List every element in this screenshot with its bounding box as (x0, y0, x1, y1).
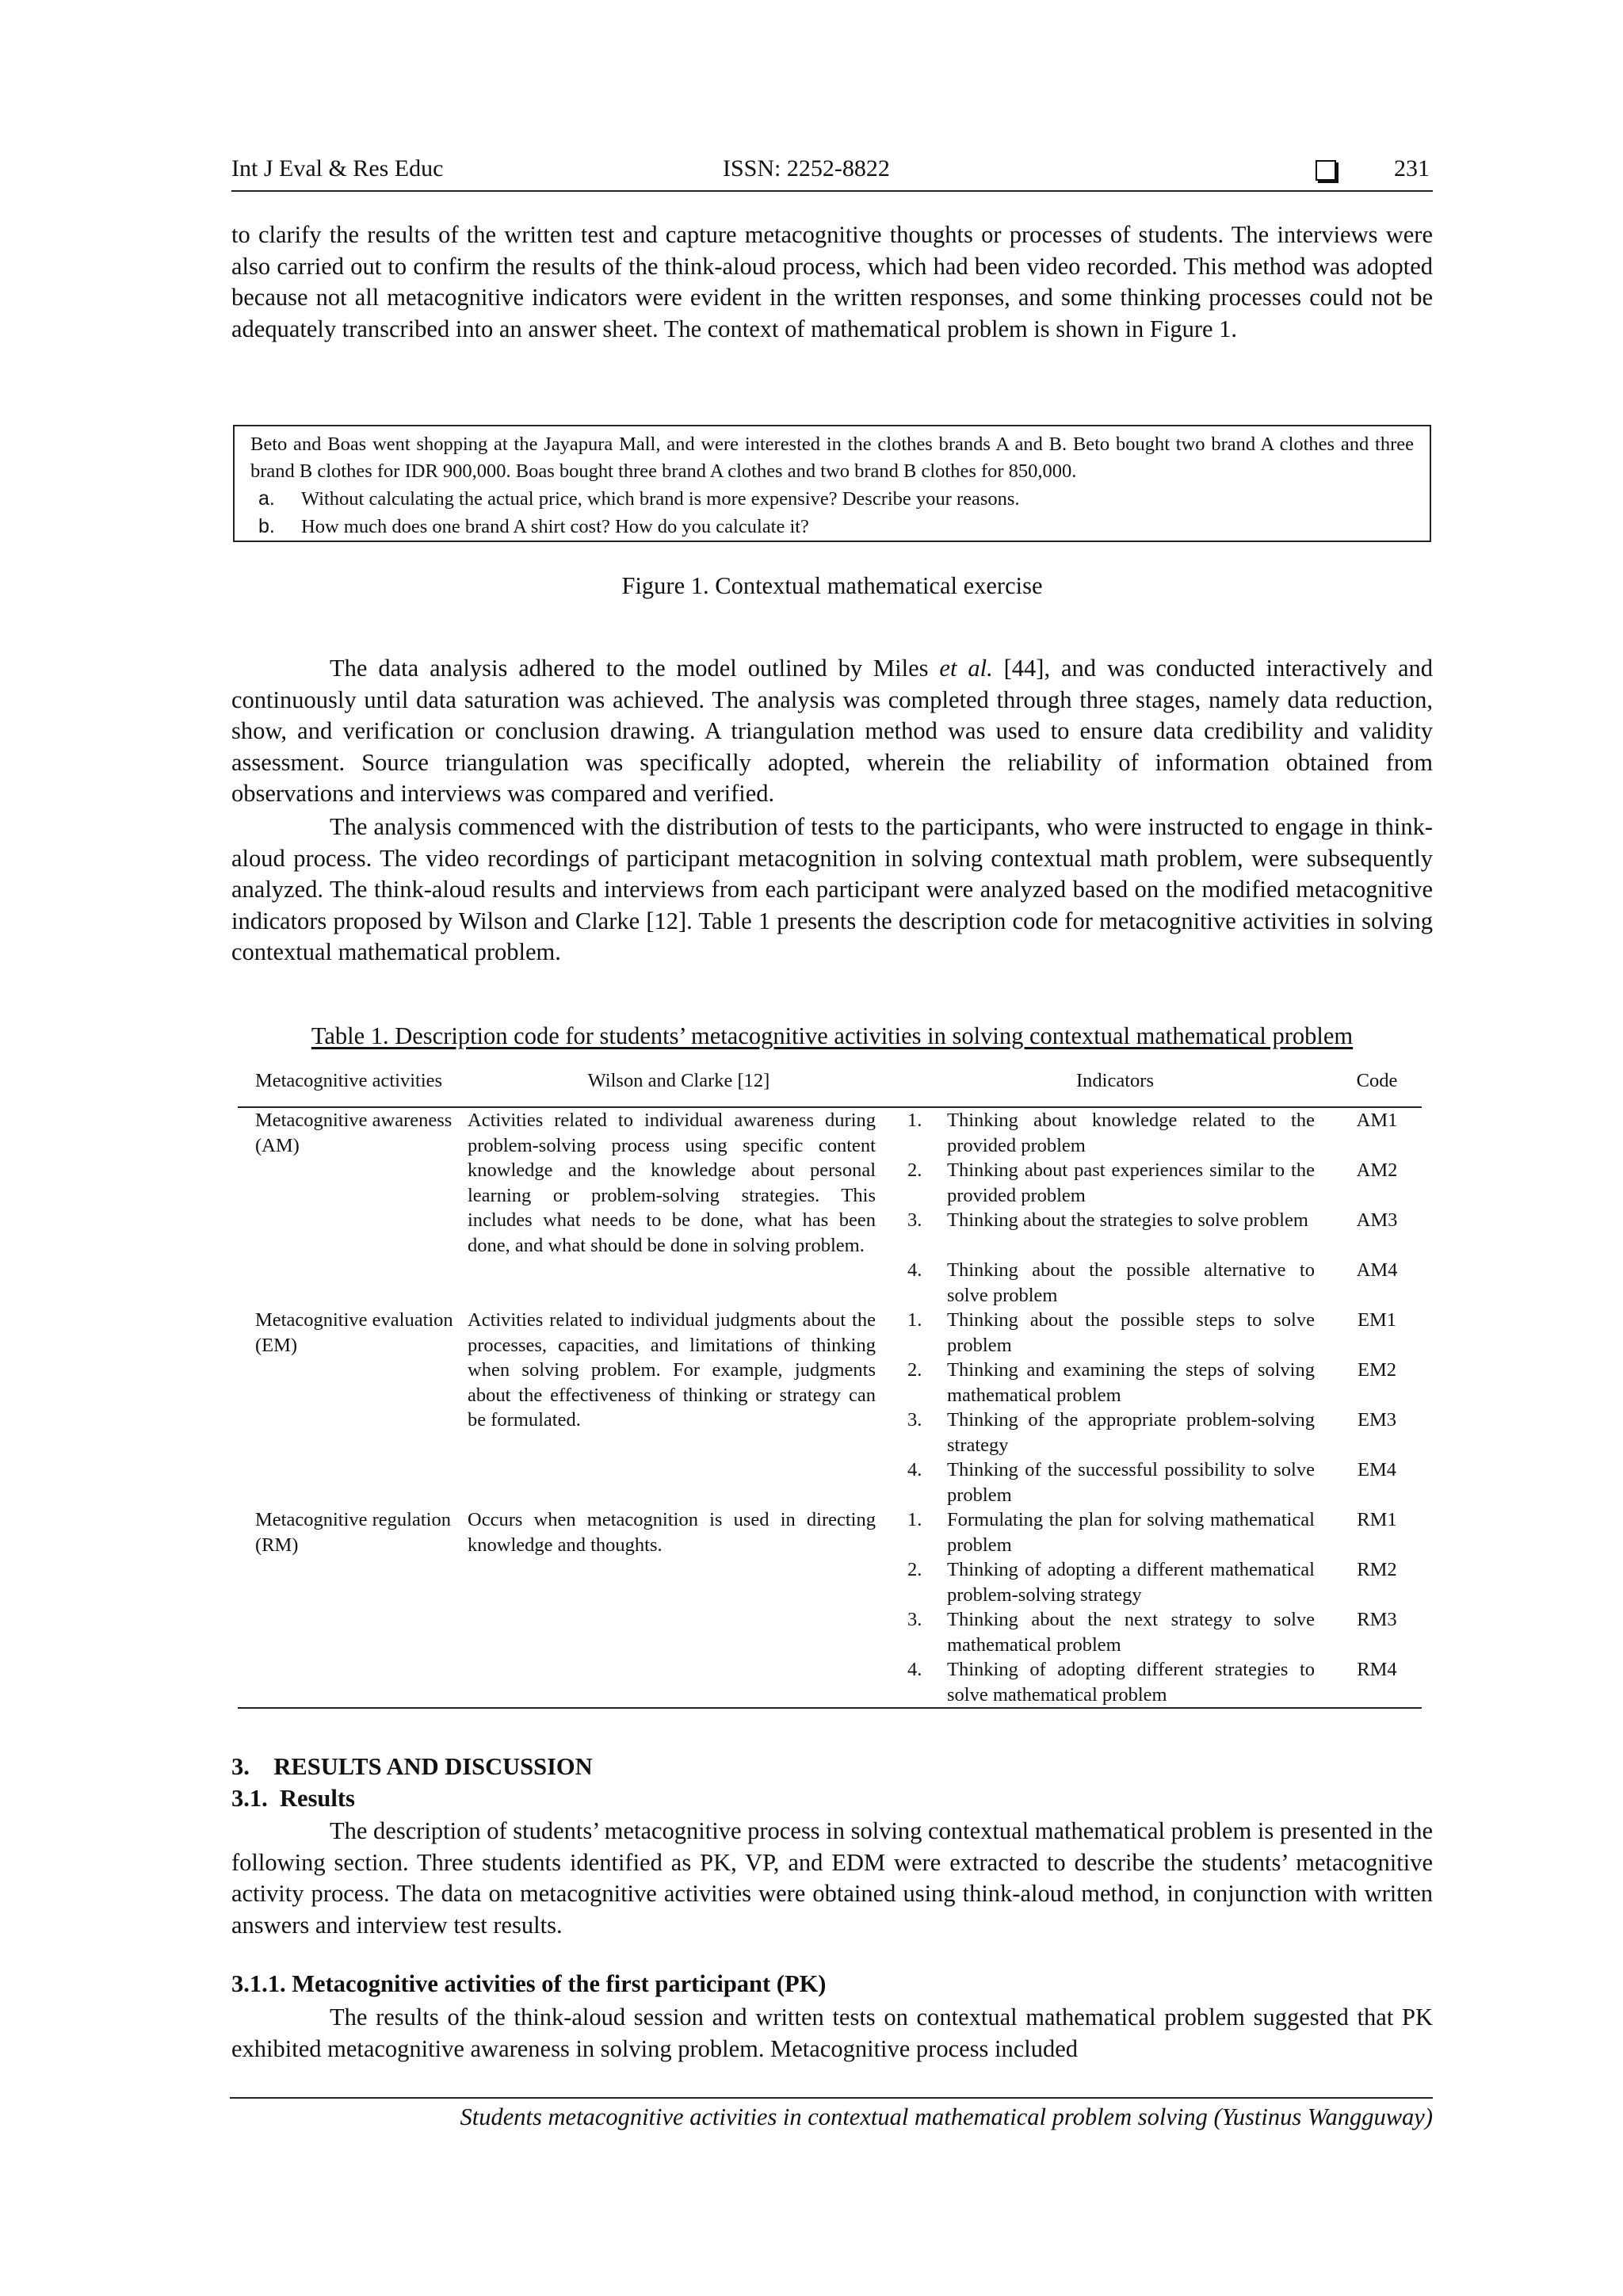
indicator-text: Formulating the plan for solving mathematical problem (947, 1509, 1315, 1556)
indicator-text: Thinking about past experiences similar to the provided problem (947, 1159, 1315, 1206)
section-heading: 3. RESULTS AND DISCUSSION (231, 1753, 593, 1780)
square-icon (1316, 160, 1336, 181)
indicator-number: 2. (907, 1559, 922, 1580)
table-row (238, 1107, 1422, 1308)
indicator-number: 4. (907, 1259, 922, 1281)
indicator-number: 4. (907, 1459, 922, 1480)
page-number: 231 (1394, 155, 1430, 181)
table-caption: Table 1. Description code for students’ metacognitive activities in solving contextual mathematical problem (311, 1022, 1354, 1049)
paragraph-text: [44], and was conducted interactively and continuously until data saturation was achieved. The analysis was completed through three stages, namely data reduction, show, and verification or conclusion drawing. A triangulation method was used to ensure data credibility and validity assessment. Source triangulation was specifically adopted, wherein the reliability of information obtained from observations and interviews was compared and verified. (231, 655, 1433, 807)
code-value: RM3 (1357, 1609, 1397, 1630)
indicator-item (898, 1507, 1332, 1557)
indicator-item (898, 1607, 1332, 1657)
issn: ISSN: 2252-8822 (723, 155, 890, 181)
code-value: RM2 (1357, 1559, 1397, 1580)
exercise-item-b (250, 513, 1414, 541)
paragraph-methods: to clarify the results of the written test and capture metacognitive thoughts or processes of students. The interviews were also carried out to confirm the results of the think-aloud process, which had been video recorded. This method was adopted because not all metacognitive indicators were evident in the written responses, and some thinking processes could not be adequately transcribed into an answer sheet. The context of mathematical problem is shown in Figure 1. (231, 221, 1433, 342)
subsubsection-heading: 3.1.1. Metacognitive activities of the first participant (PK) (231, 1970, 827, 1997)
category-cell: Metacognitive evaluation (EM) (255, 1309, 453, 1356)
paragraph-text: The data analysis adhered to the model outlined by Miles (330, 655, 940, 682)
indicator-text: Thinking about knowledge related to the provided problem (947, 1110, 1315, 1156)
exercise-item-text: Without calculating the actual price, which brand is more expensive? Describe your reasons. (301, 488, 1020, 510)
indicator-text: Thinking of adopting different strategies to solve mathematical problem (947, 1659, 1315, 1706)
indicator-number: 3. (907, 1209, 922, 1231)
metacognitive-table (238, 1054, 1422, 1709)
indicator-text: Thinking of the appropriate problem-solving strategy (947, 1409, 1315, 1456)
category-cell: Metacognitive awareness (AM) (255, 1110, 453, 1156)
indicator-item (898, 1657, 1332, 1707)
category-cell: Metacognitive regulation (RM) (238, 1507, 460, 1708)
indicator-text: Thinking about the possible alternative to solve problem (947, 1259, 1315, 1306)
indicator-text: Thinking of the successful possibility to solve problem (947, 1459, 1315, 1506)
codes-cell (1332, 1308, 1422, 1507)
exercise-stem: Beto and Boas went shopping at the Jayapura Mall, and were interested in the clothes brands A and B. Beto bought two brand A clothes and three brand B clothes for IDR 900,000. Boas bought three brand A clothes and two brand B clothes for 850,000. (250, 434, 1414, 482)
italic-text: et al. (939, 655, 993, 682)
code-value: EM1 (1358, 1309, 1396, 1331)
indicator-item (898, 1358, 1332, 1408)
table-header-cell: Indicators (898, 1054, 1332, 1107)
indicator-number: 3. (907, 1409, 922, 1431)
indicator-item (898, 1557, 1332, 1607)
code-value: AM4 (1356, 1259, 1398, 1281)
description-cell: Occurs when metacognition is used in directing knowledge and thoughts. (460, 1507, 898, 1708)
paragraph-pk: The results of the think-aloud session and written tests on contextual mathematical problem suggested that PK exhibited metacognitive awareness in solving problem. Metacognitive process included (231, 2004, 1433, 2062)
code-value: EM4 (1358, 1459, 1396, 1480)
indicator-number: 2. (907, 1159, 922, 1181)
indicator-item (898, 1258, 1332, 1308)
table-header-cell: Code (1332, 1054, 1422, 1107)
table-row (238, 1308, 1422, 1507)
table-header-row (238, 1054, 1422, 1107)
code-value: AM3 (1356, 1209, 1398, 1231)
indicator-number: 4. (907, 1659, 922, 1680)
table-row (238, 1507, 1422, 1708)
paragraph-procedure: The analysis commenced with the distribution of tests to the participants, who were instructed to engage in think-aloud process. The video recordings of participant metacognition in solving contextual math problem, were subsequently analyzed. The think-aloud results and interviews from each participant were analyzed based on the modified metacognitive indicators proposed by Wilson and Clarke [12]. Table 1 presents the description code for metacognitive activities in solving contextual mathematical problem. (231, 813, 1433, 965)
indicators-cell (898, 1107, 1332, 1308)
codes-cell (1332, 1507, 1422, 1708)
indicator-item (898, 1457, 1332, 1507)
code-value: EM2 (1358, 1359, 1396, 1381)
indicator-number: 1. (907, 1110, 922, 1131)
journal-name: Int J Eval & Res Educ (231, 155, 444, 181)
indicator-text: Thinking of adopting a different mathematical problem-solving strategy (947, 1559, 1315, 1606)
indicator-item (898, 1108, 1332, 1158)
indicator-text: Thinking and examining the steps of solving mathematical problem (947, 1359, 1315, 1406)
indicator-item (898, 1158, 1332, 1208)
indicator-item (898, 1408, 1332, 1457)
indicator-text: Thinking about the possible steps to solve problem (947, 1309, 1315, 1356)
code-value: EM3 (1358, 1409, 1396, 1431)
running-footer: Students metacognitive activities in contextual mathematical problem solving (Yustinus Wangguway) (230, 2097, 1433, 2131)
code-value: RM1 (1357, 1509, 1397, 1530)
indicator-number: 1. (907, 1509, 922, 1530)
indicator-item (898, 1208, 1332, 1258)
code-value: AM1 (1356, 1110, 1398, 1131)
exercise-box (233, 425, 1431, 542)
indicators-cell (898, 1507, 1332, 1708)
exercise-item-a (250, 485, 1414, 513)
figure-caption: Figure 1. Contextual mathematical exercise (621, 572, 1043, 599)
exercise-item-label: a. (258, 487, 275, 510)
paragraph-results: The description of students’ metacognitive process in solving contextual mathematical problem is presented in the following section. Three students identified as PK, VP, and EDM were extracted to describe the students’ metacognitive activity process. The data on metacognitive activities were obtained using think-aloud method, in conjunction with written answers and interview test results. (231, 1817, 1433, 1939)
code-value: AM2 (1356, 1159, 1398, 1181)
subsection-heading: 3.1. Results (231, 1785, 355, 1812)
table-header-cell: Metacognitive activities (238, 1054, 460, 1107)
indicator-number: 3. (907, 1609, 922, 1630)
table-header-cell: Wilson and Clarke [12] (460, 1054, 898, 1107)
indicator-number: 1. (907, 1309, 922, 1331)
exercise-item-text: How much does one brand A shirt cost? How do you calculate it? (301, 516, 809, 537)
indicator-item (898, 1308, 1332, 1358)
indicator-text: Thinking about the strategies to solve problem (947, 1209, 1308, 1231)
indicators-cell (898, 1308, 1332, 1507)
indicator-number: 2. (907, 1359, 922, 1381)
indicator-text: Thinking about the next strategy to solve mathematical problem (947, 1609, 1315, 1656)
running-header (231, 155, 1433, 192)
description-cell: Activities related to individual awareness during problem-solving process using specific content knowledge and the knowledge about personal learning or problem-solving strategies. This includes what needs to be done, what has been done, and what should be done in solving problem. (468, 1110, 876, 1256)
codes-cell (1332, 1107, 1422, 1308)
paragraph-analysis (231, 653, 1433, 810)
exercise-item-label: b. (258, 515, 275, 537)
description-cell: Activities related to individual judgments about the processes, capacities, and limitations of thinking when solving problem. For example, judgments about the effectiveness of thinking or strategy can be formulated. (468, 1309, 876, 1431)
code-value: RM4 (1357, 1659, 1397, 1680)
